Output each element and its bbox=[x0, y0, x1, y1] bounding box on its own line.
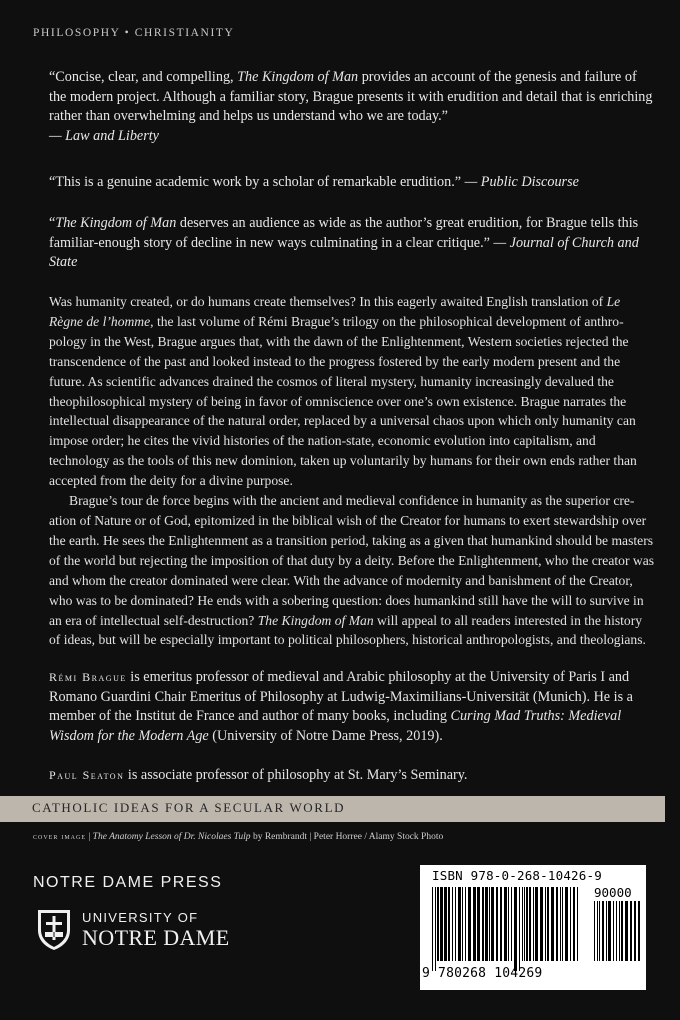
review-source: — Law and Liberty bbox=[49, 127, 159, 144]
translator-name: Paul Seaton bbox=[49, 768, 125, 782]
barcode-bar bbox=[500, 887, 502, 961]
barcode-bar bbox=[545, 887, 546, 961]
barcode-bar bbox=[608, 901, 611, 961]
barcode-bar bbox=[437, 887, 439, 961]
barcode-addon-icon bbox=[592, 901, 642, 971]
review-source: — Journal of Church and State bbox=[49, 234, 639, 271]
barcode-bar bbox=[522, 887, 523, 961]
barcode-bar bbox=[547, 887, 549, 961]
barcode-bar bbox=[599, 901, 600, 961]
barcode-bar bbox=[440, 887, 443, 961]
barcode-bar bbox=[535, 887, 538, 961]
review-quote: “This is a genuine academic work by a scholar of remarkable erudition.” — Public Discourse bbox=[49, 174, 579, 190]
barcode-main-icon bbox=[430, 887, 580, 971]
barcode-bar bbox=[485, 887, 488, 961]
barcode-bar bbox=[634, 901, 636, 961]
barcode-number: 9 780268 104269 bbox=[422, 966, 543, 981]
barcode-bar bbox=[504, 887, 507, 961]
barcode-bar bbox=[577, 887, 578, 961]
author-name: Rémi Brague bbox=[49, 670, 127, 684]
review-source: — Public Discourse bbox=[464, 174, 579, 190]
barcode-bar bbox=[594, 901, 595, 961]
barcode-bar bbox=[602, 901, 604, 961]
price-code: 90000 bbox=[594, 885, 632, 900]
barcode-bar bbox=[491, 887, 494, 961]
barcode-bar bbox=[519, 887, 520, 971]
barcode-bar bbox=[514, 887, 517, 971]
barcode-bar bbox=[468, 887, 471, 961]
barcode-bar bbox=[432, 887, 433, 971]
barcode-bar bbox=[616, 901, 617, 961]
category-label: PHILOSOPHY • CHRISTIANITY bbox=[33, 27, 235, 39]
translator-bio: Paul Seaton is associate professor of philosophy at St. Mary’s Seminary. bbox=[49, 767, 468, 783]
series-title: CATHOLIC IDEAS FOR A SECULAR WORLD bbox=[32, 800, 346, 815]
barcode-bar bbox=[560, 887, 561, 961]
barcode-bar bbox=[638, 901, 640, 961]
university-logo bbox=[36, 908, 246, 954]
series-banner bbox=[0, 796, 665, 822]
barcode-bar bbox=[477, 887, 480, 961]
barcode-bar bbox=[448, 887, 450, 961]
description-paragraph: Brague’s tour de force begins with the ancient and medieval confidence in humanity as the superior creation of Nature or of God, epitomized in the biblical wish of the Creator for humans to exert stewardship over the earth. He sees the Enlightenment as a transition period, taking as a given that humankind should be masters of the world but rejecting the imposition of that duty by a deity. Before the Enlightenment, who the creator was and whom the creator dominated were clear. With the advance of modernity and banishment of the Creator, who was to be dominated? He ends with a sobering question: does humankind still have the will to survive in an era of intellectual self-destruction? The Kingdom of Man will appeal to all readers interested in the history of ideas, but will be especially important to political philosophers, historical anthropologists, and theologians. bbox=[49, 493, 655, 648]
book-description bbox=[49, 292, 654, 650]
review-quote: “Concise, clear, and compelling, The Kingdom of Man provides an account of the genesis and failure of the modern project. Although a familiar story, Brague presents it with erudition and detail that is enriching rather than overwhelming and helps us understand who we are today.” — Law and Liberty bbox=[49, 69, 653, 144]
barcode-bar bbox=[529, 887, 531, 961]
barcode-bar bbox=[452, 887, 453, 961]
barcode-bar bbox=[524, 887, 525, 961]
barcode-bar bbox=[473, 887, 476, 961]
barcode-bar bbox=[508, 887, 509, 961]
barcode-bar bbox=[458, 887, 461, 961]
university-line-2: NOTRE DAME bbox=[82, 925, 230, 950]
barcode-bar bbox=[630, 901, 632, 961]
shield-icon bbox=[36, 908, 72, 952]
author-bio: Rémi Brague is emeritus professor of medieval and Arabic philosophy at the University of Paris I and Romano Guardini Chair Emeritus of Philosophy at Ludwig-Maximilians-Universität (Munich). He is a member of the Institut de France and author of many books, including Curing Mad Truths: Medieval Wisdom for the Modern Age (University of Notre Dame Press, 2019). bbox=[49, 669, 633, 745]
barcode-bar bbox=[540, 887, 543, 961]
barcode-bar bbox=[496, 887, 498, 961]
barcode-bar bbox=[482, 887, 484, 961]
barcode-bar bbox=[619, 901, 620, 961]
barcode-bar bbox=[465, 887, 466, 961]
barcode-bar bbox=[462, 887, 463, 961]
isbn-text: ISBN 978-0-268-10426-9 bbox=[432, 868, 602, 883]
barcode-bar bbox=[556, 887, 558, 961]
barcode-bar bbox=[613, 901, 614, 961]
cover-image-credit: cover image | The Anatomy Lesson of Dr. Nicolaes Tulp by Rembrandt | Peter Horree / Alamy Stock Photo bbox=[33, 832, 444, 842]
barcode-bar bbox=[570, 887, 571, 961]
barcode-bar bbox=[597, 901, 598, 961]
isbn-barcode bbox=[420, 865, 646, 990]
review-quote: “The Kingdom of Man deserves an audience as wide as the author’s great erudition, for Brague tells this familiar-enough story of decline in new ways culminating in a clear critique.” — Journal of Church and State bbox=[49, 215, 639, 271]
barcode-bar bbox=[562, 887, 563, 961]
barcode-bar bbox=[526, 887, 528, 961]
barcode-bar bbox=[606, 901, 607, 961]
barcode-bar bbox=[489, 887, 490, 961]
barcode-bar bbox=[435, 887, 436, 971]
description-paragraph: Was humanity created, or do humans create themselves? In this eagerly awaited English translation of Le Règne de l’homme, the last volume of Rémi Brague’s trilogy on the philosophical development of anthropology in the West, Brague argues that, with the dawn of the Enlightenment, Western societies rejected the transcendence of the past and looked instead to the progress fostered by the early modern present and the future. As scientific advances drained the cosmos of literal mystery, humanity increasingly devalued the theophilosophical mystery of being in favor of omniscience over one’s own existence. Brague narrates the intellectual disappearance of the natural order, replaced by a universal chaos upon which only humanity can impose order; he cites the vivid histories of the nation-state, economic evolution into capitalism, and technology as the tools of this new dominion, taken up voluntarily by humans for their own ends rather than accepted from the deity for a divine purpose. bbox=[49, 294, 637, 489]
barcode-bar bbox=[621, 901, 623, 961]
barcode-bar bbox=[625, 901, 628, 961]
barcode-bar bbox=[565, 887, 568, 961]
barcode-bar bbox=[455, 887, 456, 961]
barcode-bar bbox=[444, 887, 447, 961]
barcode-bar bbox=[533, 887, 534, 961]
publisher-name: NOTRE DAME PRESS bbox=[33, 874, 223, 891]
barcode-bar bbox=[551, 887, 554, 961]
barcode-bar bbox=[573, 887, 575, 961]
university-line-1: UNIVERSITY OF bbox=[82, 910, 199, 925]
barcode-bar bbox=[511, 887, 512, 961]
